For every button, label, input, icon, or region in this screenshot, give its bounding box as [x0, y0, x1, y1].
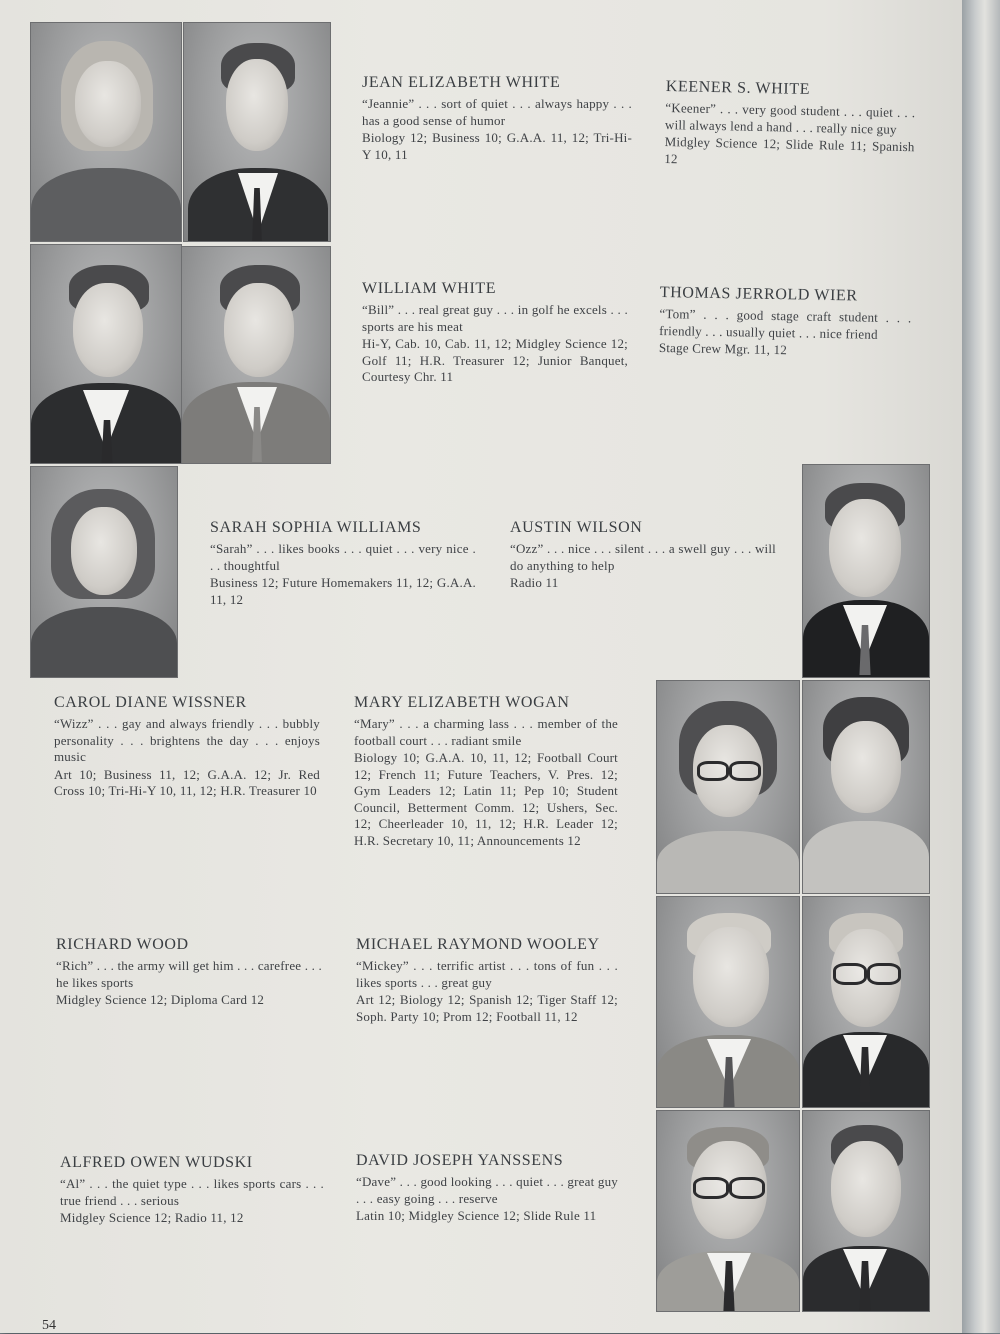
student-name: MARY ELIZABETH WOGAN [354, 694, 570, 711]
student-description: “Rich” . . . the army will get him . . . carefree . . . he likes sports [56, 958, 322, 990]
student-activities: Stage Crew Mgr. 11, 12 [658, 339, 788, 358]
student-activities: Art 12; Biology 12; Spanish 12; Tiger Staff 12; Soph. Party 10; Prom 12; Football 11, 12 [356, 992, 618, 1024]
student-name: RICHARD WOOD [56, 936, 189, 953]
student-description: “Sarah” . . . likes books . . . quiet . . . very nice . . . thoughtful [210, 541, 476, 573]
student-description: “Mary” . . . a charming lass . . . member of the football court . . . radiant smile [354, 716, 618, 748]
student-name: WILLIAM WHITE [362, 280, 497, 297]
student-entry [60, 1154, 324, 1227]
portrait-photo [30, 244, 182, 464]
student-description: “Keener” . . . very good student . . . quiet . . . will always lend a hand . . . really nice guy [664, 99, 916, 137]
student-activities: Midgley Science 12; Radio 11, 12 [60, 1210, 244, 1225]
student-activities: Art 10; Business 11, 12; G.A.A. 12; Jr. Red Cross 10; Tri-Hi-Y 10, 11, 12; H.R. Treasurer 10 [54, 766, 320, 798]
book-gutter [962, 0, 1000, 1333]
student-entry [659, 284, 912, 361]
student-entry [664, 78, 916, 172]
student-activities: Business 12; Future Homemakers 11, 12; G.A.A. 11, 12 [210, 575, 476, 607]
student-entry [356, 936, 618, 1025]
student-name: JEAN ELIZABETH WHITE [362, 74, 561, 91]
student-activities: Hi-Y, Cab. 10, Cab. 11, 12; Midgley Science 12; Golf 11; H.R. Treasurer 12; Junior Banquet, Courtesy Chr. 11 [362, 336, 628, 384]
student-activities: Midgley Science 12; Slide Rule 11; Spanish 12 [664, 133, 915, 166]
portrait-photo [656, 896, 800, 1108]
portrait-photo [802, 1110, 930, 1312]
student-description: “Dave” . . . good looking . . . quiet . . . great guy . . . easy going . . . reserve [356, 1174, 618, 1206]
student-entry [210, 519, 476, 608]
student-description: “Wizz” . . . gay and always friendly . . . bubbly personality . . . brightens the day . . . enjoys music [54, 716, 320, 764]
student-activities: Midgley Science 12; Diploma Card 12 [56, 992, 265, 1007]
portrait-photo [802, 896, 930, 1108]
student-activities: Biology 10; G.A.A. 10, 11, 12; Football Court 12; French 11; Future Teachers, V. Pres. 12; Gym Leaders 12; Latin 11; Pep 10; Student Council, Betterment Comm. 12; Ushers, Sec. 12; Cheerleader 10, 11, 12; H.R. Leader 12; H.R. Secretary 10, 11; Announcements 12 [354, 750, 618, 848]
student-description: “Al” . . . the quiet type . . . likes sports cars . . . true friend . . . serious [60, 1176, 324, 1208]
page-number: 54 [42, 1318, 56, 1333]
student-activities: Radio 11 [510, 575, 559, 590]
portrait-photo [30, 22, 182, 242]
student-name: THOMAS JERROLD WIER [659, 284, 858, 305]
student-name: SARAH SOPHIA WILLIAMS [210, 519, 422, 536]
portrait-photo [802, 680, 930, 894]
student-entry [354, 694, 618, 849]
student-description: “Tom” . . . good stage craft student . . . friendly . . . usually quiet . . . nice friend [659, 305, 912, 342]
student-entry [510, 519, 776, 592]
student-name: MICHAEL RAYMOND WOOLEY [356, 936, 600, 953]
student-name: ALFRED OWEN WUDSKI [60, 1154, 253, 1171]
student-description: “Ozz” . . . nice . . . silent . . . a swell guy . . . will do anything to help [510, 541, 776, 573]
portrait-photo [656, 1110, 800, 1312]
student-entry [362, 280, 628, 386]
student-entry [56, 936, 322, 1009]
student-entry [356, 1152, 618, 1225]
student-name: CAROL DIANE WISSNER [54, 694, 247, 711]
student-description: “Jeannie” . . . sort of quiet . . . always happy . . . has a good sense of humor [362, 96, 632, 128]
student-entry [362, 74, 632, 163]
student-entry [54, 694, 320, 800]
portrait-photo [183, 22, 331, 242]
student-name: DAVID JOSEPH YANSSENS [356, 1152, 564, 1169]
student-description: “Bill” . . . real great guy . . . in golf he excels . . . sports are his meat [362, 302, 628, 334]
student-name: KEENER S. WHITE [665, 78, 811, 99]
portrait-photo [802, 464, 930, 678]
portrait-photo [181, 246, 331, 464]
portrait-photo [30, 466, 178, 678]
student-name: AUSTIN WILSON [510, 519, 643, 536]
student-description: “Mickey” . . . terrific artist . . . tons of fun . . . likes sports . . . great guy [356, 958, 618, 990]
student-activities: Latin 10; Midgley Science 12; Slide Rule 11 [356, 1208, 597, 1223]
portrait-photo [656, 680, 800, 894]
student-activities: Biology 12; Business 10; G.A.A. 11, 12; Tri-Hi-Y 10, 11 [362, 130, 632, 162]
